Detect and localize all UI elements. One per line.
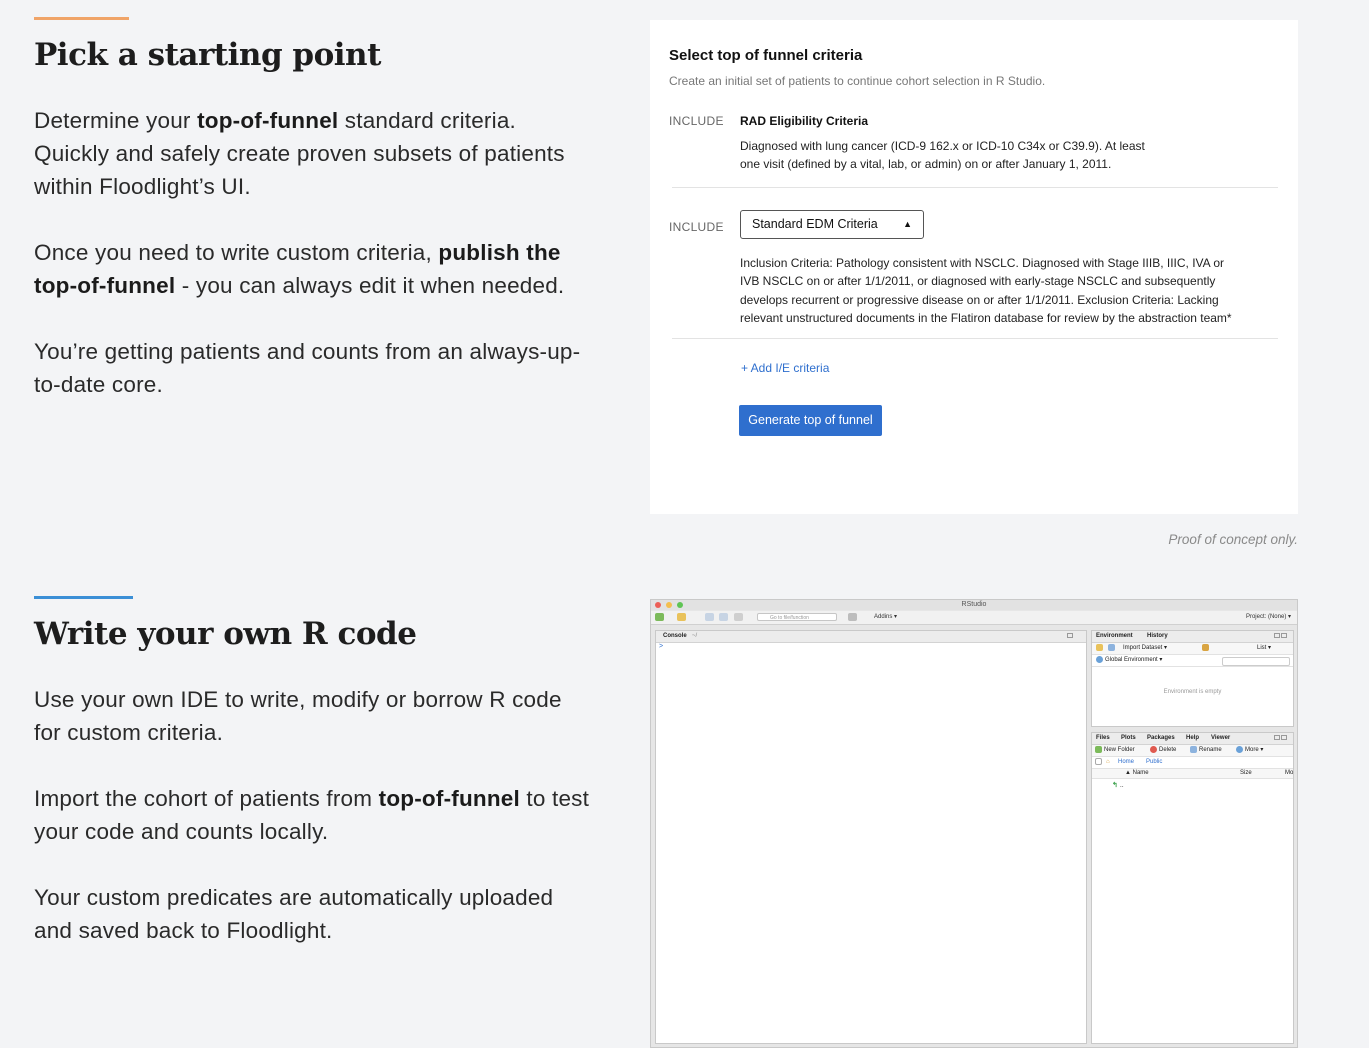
tab-help[interactable]: Help bbox=[1186, 735, 1200, 741]
paragraph-import-cohort: Import the cohort of patients from top-of-funnel to test your code and counts locally. bbox=[34, 786, 590, 844]
section-title: Pick a starting point bbox=[34, 37, 381, 73]
breadcrumb-home[interactable]: Home bbox=[1118, 759, 1135, 765]
print-icon[interactable] bbox=[734, 613, 743, 621]
tab-packages[interactable]: Packages bbox=[1147, 735, 1175, 741]
criteria-description: Diagnosed with lung cancer (ICD-9 162.x or ICD-10 C34x or C39.9). At least one visit (defined by a vital, lab, or admin) on or after January 1, 2011. bbox=[740, 139, 1145, 172]
criteria-card bbox=[650, 20, 1298, 514]
files-column-header bbox=[1092, 769, 1293, 779]
parent-directory-label: .. bbox=[1119, 782, 1124, 789]
minimize-dot-icon[interactable] bbox=[666, 602, 672, 608]
criteria-select[interactable] bbox=[740, 210, 924, 239]
criteria-name: RAD Eligibility Criteria bbox=[740, 114, 869, 128]
delete-button[interactable]: Delete bbox=[1150, 745, 1176, 756]
environment-empty-message: Environment is empty bbox=[1163, 689, 1222, 695]
section-write-r-code bbox=[34, 596, 594, 947]
up-arrow-icon: ↰ bbox=[1112, 782, 1118, 789]
paragraph-ide: Use your own IDE to write, modify or borrow R code for custom criteria. bbox=[34, 687, 562, 745]
window-buttons-icon[interactable] bbox=[1066, 633, 1082, 640]
more-menu[interactable]: More ▾ bbox=[1236, 745, 1263, 756]
console-pane bbox=[655, 630, 1087, 1044]
home-icon[interactable]: ⌂ bbox=[1106, 759, 1110, 765]
section-pick-starting-point bbox=[34, 17, 594, 401]
add-criteria-link[interactable]: + Add I/E criteria bbox=[741, 361, 830, 375]
breadcrumb-public[interactable]: Public bbox=[1146, 759, 1163, 765]
import-dataset-menu[interactable]: Import Dataset ▾ bbox=[1123, 645, 1168, 651]
paragraph-core: You’re getting patients and counts from an always-up-to-date core. bbox=[34, 339, 581, 397]
close-dot-icon[interactable] bbox=[655, 602, 661, 608]
console-prompt[interactable]: > bbox=[659, 643, 664, 650]
addins-menu[interactable]: Addins ▾ bbox=[874, 614, 898, 620]
console-path: ~/ bbox=[692, 633, 698, 639]
tab-history[interactable]: History bbox=[1147, 633, 1168, 639]
load-workspace-icon[interactable] bbox=[1096, 643, 1105, 654]
criteria-select-value: Standard EDM Criteria bbox=[752, 217, 878, 231]
tab-files[interactable]: Files bbox=[1096, 735, 1110, 741]
section-title: Write your own R code bbox=[34, 616, 417, 652]
open-folder-icon[interactable] bbox=[677, 613, 686, 621]
divider bbox=[672, 187, 1278, 188]
window-title: RStudio bbox=[961, 601, 987, 608]
proof-of-concept-note: Proof of concept only. bbox=[1168, 532, 1298, 547]
tab-viewer[interactable]: Viewer bbox=[1211, 735, 1231, 741]
tab-plots[interactable]: Plots bbox=[1121, 735, 1136, 741]
save-workspace-icon[interactable] bbox=[1108, 643, 1117, 654]
select-arrows-icon: ▲ bbox=[903, 219, 912, 229]
paragraph-predicates: Your custom predicates are automatically uploaded and saved back to Floodlight. bbox=[34, 885, 554, 943]
broom-icon[interactable] bbox=[1202, 643, 1211, 654]
environment-header bbox=[1092, 631, 1293, 643]
global-environment-menu[interactable]: Global Environment ▾ bbox=[1096, 655, 1162, 666]
window-buttons-icon[interactable] bbox=[1273, 735, 1289, 742]
goto-file-input[interactable]: Go to file/function bbox=[757, 613, 837, 621]
select-all-checkbox[interactable] bbox=[1095, 757, 1104, 768]
environment-search-input[interactable] bbox=[1222, 657, 1290, 666]
column-modified[interactable]: Mo bbox=[1285, 770, 1294, 776]
rstudio-window bbox=[650, 599, 1298, 1048]
column-size[interactable]: Size bbox=[1240, 770, 1252, 776]
criteria-description: Inclusion Criteria: Pathology consistent with NSCLC. Diagnosed with Stage IIIB, IIIC, IVA or IVB NSCLC on or after 1/1/2011, or diagnosed with early-stage NSCLC and subsequently develops recurrent or progressive disease on or after 1/1/2011. Exclusion Criteria: Lacking relevant unstructured documents in the Flatiron database for review by the abstraction team* bbox=[740, 256, 1232, 325]
new-folder-button[interactable]: New Folder bbox=[1095, 745, 1135, 756]
include-label: INCLUDE bbox=[669, 220, 724, 234]
grid-layout-icon[interactable] bbox=[848, 613, 857, 621]
card-subtitle: Create an initial set of patients to continue cohort selection in R Studio. bbox=[669, 74, 1046, 88]
window-buttons-icon[interactable] bbox=[1273, 633, 1289, 640]
maximize-dot-icon[interactable] bbox=[677, 602, 683, 608]
files-header bbox=[1092, 733, 1293, 745]
parent-directory-row[interactable] bbox=[1112, 781, 1124, 789]
include-label: INCLUDE bbox=[669, 114, 724, 128]
new-file-icon[interactable] bbox=[655, 613, 664, 621]
column-name[interactable]: ▲ Name bbox=[1125, 770, 1149, 776]
files-pane bbox=[1091, 732, 1294, 1044]
environment-pane bbox=[1091, 630, 1294, 727]
files-breadcrumb bbox=[1092, 757, 1293, 769]
divider bbox=[672, 338, 1278, 339]
rstudio-title-bar bbox=[651, 600, 1297, 610]
list-view-menu[interactable]: List ▾ bbox=[1257, 645, 1272, 651]
files-toolbar bbox=[1092, 745, 1293, 757]
accent-bar-blue bbox=[34, 596, 133, 599]
rstudio-toolbar bbox=[651, 611, 1297, 625]
paragraph-top-of-funnel: Determine your top-of-funnel standard criteria. Quickly and safely create proven subsets of patients within Floodlight’s UI. bbox=[34, 108, 565, 199]
tab-environment[interactable]: Environment bbox=[1096, 633, 1133, 639]
generate-top-of-funnel-button[interactable]: Generate top of funnel bbox=[739, 405, 882, 436]
environment-toolbar bbox=[1092, 643, 1293, 655]
console-header bbox=[656, 631, 1086, 643]
card-title: Select top of funnel criteria bbox=[669, 47, 863, 64]
save-icon[interactable] bbox=[705, 613, 714, 621]
rename-button[interactable]: Rename bbox=[1190, 745, 1222, 756]
environment-scope-bar bbox=[1092, 655, 1293, 667]
accent-bar-orange bbox=[34, 17, 129, 20]
paragraph-publish: Once you need to write custom criteria, publish the top-of-funnel - you can always edit it when needed. bbox=[34, 240, 565, 298]
project-menu[interactable]: Project: (None) ▾ bbox=[1245, 614, 1291, 620]
console-tab[interactable]: Console bbox=[663, 633, 687, 639]
save-all-icon[interactable] bbox=[719, 613, 728, 621]
